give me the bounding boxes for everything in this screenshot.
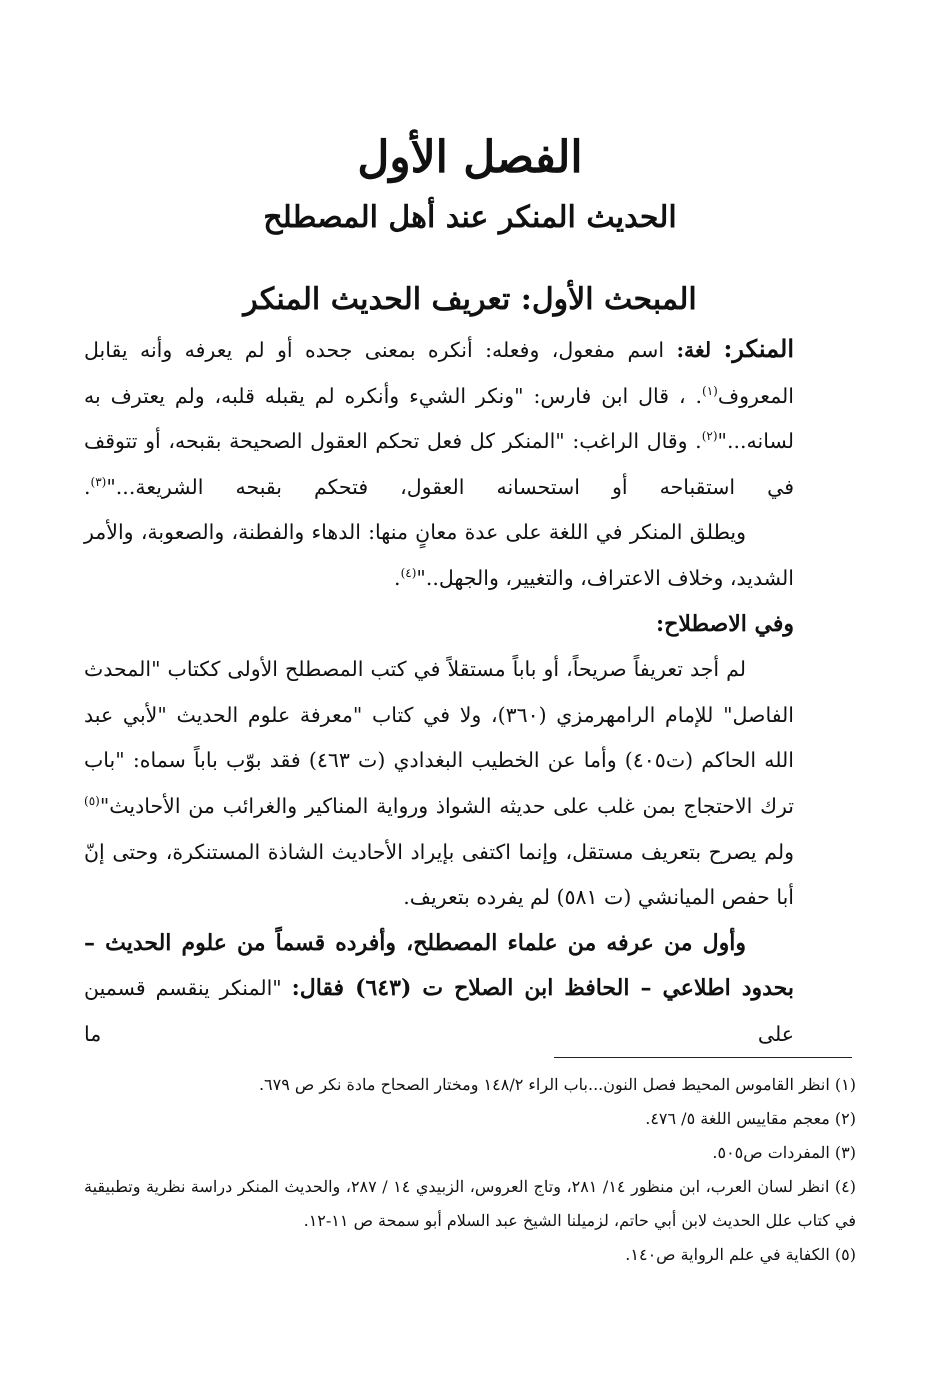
- footnote-ref: (٥): [84, 794, 100, 809]
- paragraph-meanings: [84, 510, 794, 601]
- footnote-2: (٢) معجم مقاييس اللغة ٥/ ٤٧٦.: [645, 1109, 856, 1128]
- footnote-ref: (٣): [90, 474, 107, 489]
- section-heading: المبحث الأول: تعريف الحديث المنكر: [243, 282, 697, 317]
- subheading-istilah: [84, 602, 794, 648]
- term-munkar: المنكر:: [723, 334, 794, 363]
- subheading-text: وفي الاصطلاح:: [656, 610, 794, 637]
- footnotes: [84, 1068, 856, 1272]
- main-text: [84, 326, 794, 1058]
- paragraph-text: لم أجد تعريفاً صريحاً، أو باباً مستقلاً في كتب المصطلح الأولى ككتاب "المحدث الفاصل" للإمام الرامهرمزي (٣٦٠)، ولا في كتاب "معرفة علوم الحديث "لأبي عبد الله الحاكم (ت٤٠٥) وأما عن الخطيب البغدادي (ت ٤٦٣) فقد بوّب باباً سماه: "باب ترك الاحتجاج بمن غلب على حديثه الشواذ ورواية المناكير والغرائب من الأحاديث": [84, 657, 795, 818]
- term-lughatan: لغة:: [676, 338, 712, 362]
- footnote-3: (٣) المفردات ص٥٠٥.: [712, 1143, 856, 1162]
- paragraph-lexical-definition: [84, 326, 794, 510]
- paragraph-text-bold: وأول من عرفه من علماء المصطلح، وأفرده قسماً من علوم الحديث – بحدود اطلاعي – الحافظ ابن الصلاح ت (٦٤٣) فقال:: [84, 929, 794, 1002]
- paragraph-text: ويطلق المنكر في اللغة على عدة معانٍ منها: الدهاء والفطنة، والصعوبة، والأمر الشديد، وخلاف الاعتراف، والتغيير، والجهل..": [84, 520, 794, 590]
- chapter-subtitle: الحديث المنكر عند أهل المصطلح: [263, 200, 677, 235]
- footnote-ref: (٢): [701, 429, 718, 444]
- footnote-4: (٤) انظر لسان العرب، ابن منظور ١٤/ ٢٨١، وتاج العروس، الزبيدي ١٤ / ٢٨٧، والحديث المنكر دراسة نظرية وتطبيقية في كتاب علل الحديث لابن أبي حاتم، لزميلنا الشيخ عبد السلام أبو سمحة ص ١١-١٢.: [84, 1177, 857, 1230]
- paragraph-text: ولم يصرح بتعريف مستقل، وإنما اكتفى بإيراد الأحاديث الشاذة المستنكرة، وحتى إنّ أبا حفص الميانشي (ت ٥٨١) لم يفرده بتعريف.: [84, 839, 794, 910]
- paragraph-ibn-salah: [84, 921, 794, 1058]
- paragraph-text: "المنكر ينقسم قسمين على ما: [84, 976, 794, 1046]
- paragraph-text: .: [84, 474, 91, 499]
- chapter-title: الفصل الأول: [357, 132, 583, 183]
- footnote-1: (١) انظر القاموس المحيط فصل النون...باب الراء ١٤٨/٢ ومختار الصحاح مادة نكر ص ٦٧٩.: [258, 1075, 856, 1094]
- footnote-divider: [554, 1057, 852, 1058]
- footnote-ref: (٤): [400, 566, 417, 581]
- footnote-ref: (١): [702, 383, 718, 398]
- paragraph-text: .: [394, 565, 401, 590]
- paragraph-text: اسم مفعول، وفعله: أنكره بمعنى جحده أو لم يعرفه وأنه يقابل المعروف: [84, 338, 794, 408]
- paragraph-text: . وقال الراغب: "المنكر كل فعل تحكم العقول الصحيحة بقبحه، أو تتوقف في استقباحه أو استحسانه العقول، فتحكم بقبحه الشريعة...": [84, 429, 794, 499]
- paragraph-terminology: [84, 647, 794, 921]
- paragraph-text: . ، قال ابن فارس: "ونكر الشيء وأنكره لم يقبله قلبه، ولم يعترف به لسانه...": [84, 383, 794, 454]
- footnote-5: (٥) الكفاية في علم الرواية ص١٤٠.: [625, 1245, 856, 1264]
